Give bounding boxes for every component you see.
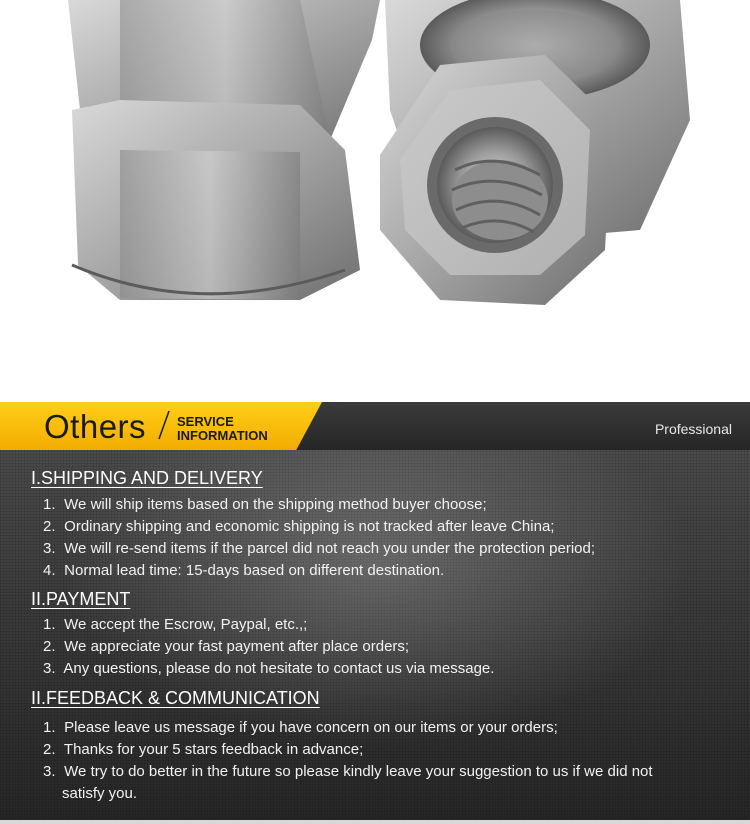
header-right-label: Professional: [654, 421, 732, 437]
list-item: 1. Please leave us message if you have concern on our items or your orders;: [43, 719, 558, 736]
list-item: 2. We appreciate your fast payment after place orders;: [43, 638, 410, 655]
section-title: II.PAYMENT: [31, 589, 131, 609]
list-item: 4. Normal lead time: 15-days based on different destination.: [43, 562, 445, 579]
list-item: 3. We will re-send items if the parcel did not reach you under the protection period;: [43, 540, 596, 557]
bottom-divider: [0, 820, 750, 824]
section-title: I.SHIPPING AND DELIVERY: [31, 468, 263, 488]
header-title: Others: [44, 408, 147, 445]
service-info-header: [0, 402, 750, 450]
slash-divider-icon: [158, 410, 170, 440]
list-item: 3. We try to do better in the future so please kindly leave your suggestion to us if we did not satisfy you.: [43, 761, 723, 805]
section-title: II.FEEDBACK & COMMUNICATION: [31, 688, 320, 708]
list-item: 1. We will ship items based on the shipping method buyer choose;: [43, 496, 487, 513]
list-item: 2. Ordinary shipping and economic shipping is not tracked after leave China;: [43, 518, 555, 535]
list-item: 3. Any questions, please do not hesitate to contact us via message.: [43, 660, 495, 677]
header-subtitle-line1: SERVICE: [177, 414, 234, 429]
list-item: 2. Thanks for your 5 stars feedback in advance;: [43, 741, 364, 758]
header-subtitle-line2: INFORMATION: [177, 428, 268, 443]
hex-nuts-image: [0, 0, 750, 400]
list-item: 1. We accept the Escrow, Paypal, etc.,;: [43, 616, 308, 633]
header-subtitle: [177, 415, 268, 443]
service-info-panel: [0, 450, 750, 824]
list-item-continuation: satisfy you.: [62, 785, 138, 802]
product-photo: [0, 0, 750, 400]
